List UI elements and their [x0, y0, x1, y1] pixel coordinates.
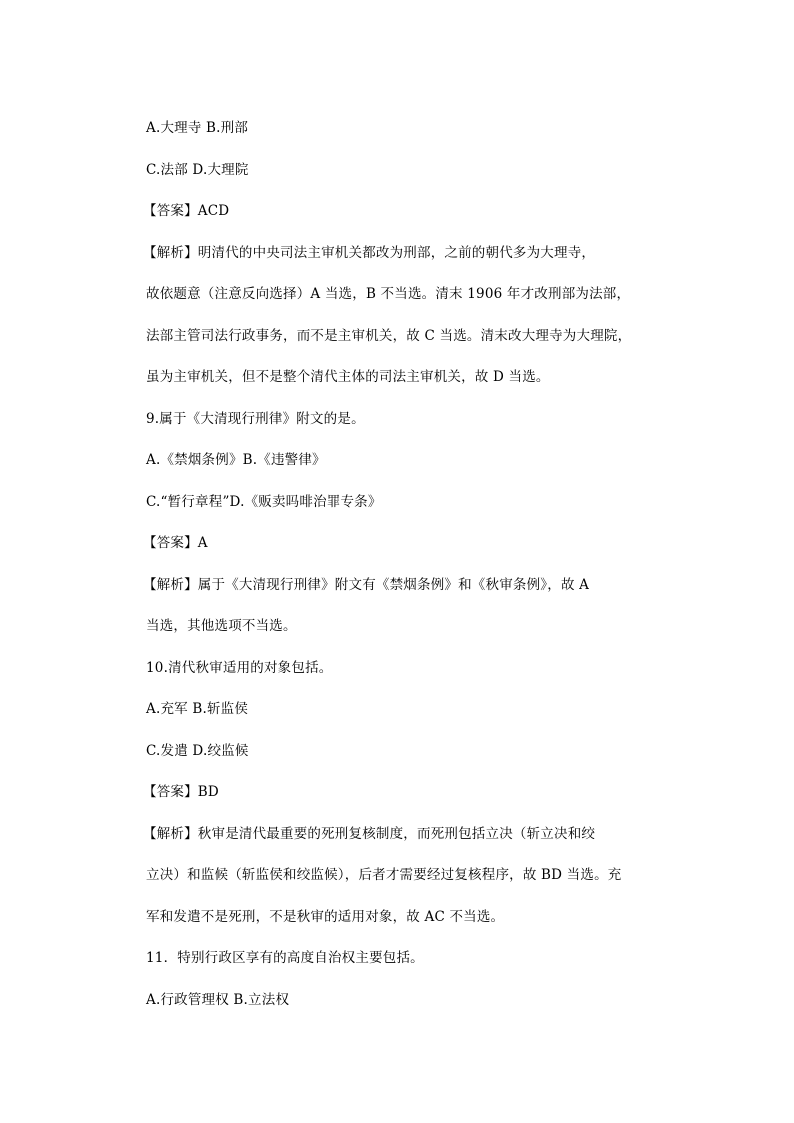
q8-analysis-line-1: 【解析】明清代的中央司法主审机关都改为刑部，之前的朝代多为大理寺，: [143, 245, 596, 261]
q10-analysis-line-3: 军和发遣不是死刑，不是秋审的适用对象，故 AC 不当选。: [146, 909, 505, 925]
q10-answer: 【答案】BD: [143, 784, 219, 800]
q9-options-ab: A.《禁烟条例》B.《违警律》: [146, 452, 326, 468]
q11-options-ab: A.行政管理权 B.立法权: [146, 992, 290, 1008]
q9-analysis-line-2: 当选，其他选项不当选。: [146, 618, 297, 634]
q10-analysis-line-2: 立决）和监候（斩监侯和绞监候），后者才需要经过复核程序，故 BD 当选。充: [146, 867, 622, 883]
q8-analysis-line-4: 虽为主审机关，但不是整个清代主体的司法主审机关，故 D 当选。: [146, 369, 550, 385]
q8-analysis-line-3: 法部主管司法行政事务，而不是主审机关，故 C 当选。清末改大理寺为大理院，: [146, 328, 632, 344]
q10-options-cd: C.发遣 D.绞监候: [146, 743, 249, 759]
q9-question: 9.属于《大清现行刑律》附文的是。: [146, 411, 365, 427]
q8-options-ab: A.大理寺 B.刑部: [146, 120, 249, 136]
q11-question: 11．特别行政区享有的高度自治权主要包括。: [146, 950, 424, 966]
q10-analysis-line-1: 【解析】秋审是清代最重要的死刑复核制度，而死刑包括立决（斩立决和绞: [143, 826, 596, 842]
q9-options-cd: C.“暂行章程”D.《贩卖吗啡治罪专条》: [146, 494, 382, 510]
q9-analysis-line-1: 【解析】属于《大清现行刑律》附文有《禁烟条例》和《秋审条例》，故 A: [143, 577, 590, 593]
q10-question: 10.清代秋审适用的对象包括。: [146, 660, 333, 676]
q9-answer: 【答案】A: [143, 535, 208, 551]
q10-options-ab: A.充军 B.斩监侯: [146, 701, 249, 717]
q8-answer: 【答案】ACD: [143, 203, 230, 219]
q8-options-cd: C.法部 D.大理院: [146, 162, 249, 178]
q8-analysis-line-2: 故依题意（注意反向选择）A 当选，B 不当选。清末 1906 年才改刑部为法部，: [146, 286, 631, 302]
